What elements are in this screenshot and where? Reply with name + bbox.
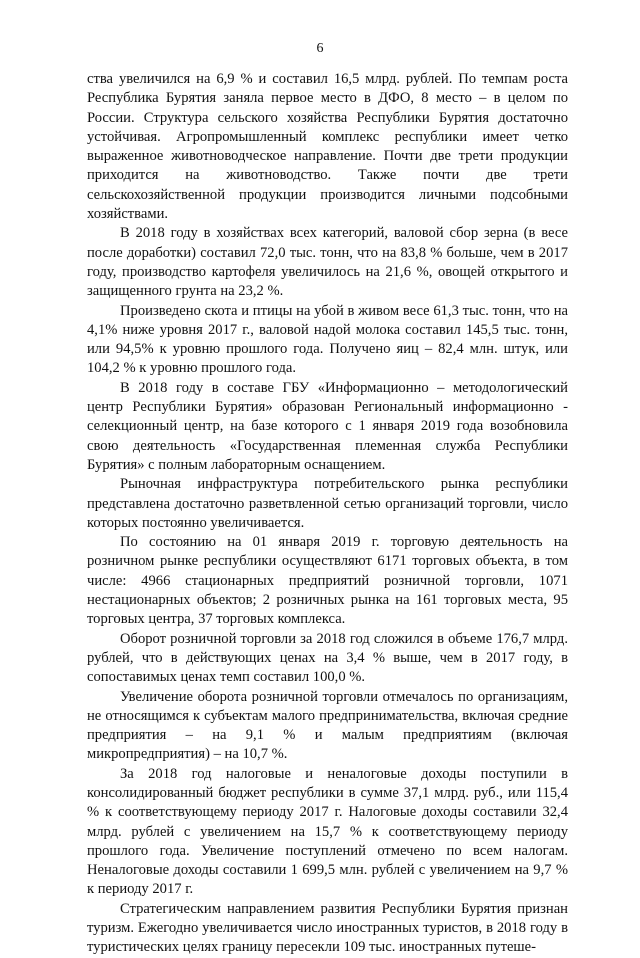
paragraph-budget-revenue: За 2018 год налоговые и неналоговые доходы поступили в консолидированный бюджет республики в сумме 37,1 млрд. руб., или 115,4 % к соответствующему периоду 2017 г. Налоговые доходы составили 32,4 млрд. рублей с увеличением на 15,7 % к соответствующему периоду прошлого года. Увеличение поступлений отмечено по всем налогам. Неналоговые доходы составили 1 699,5 млн. рублей с увеличением на 9,7 % к периоду 2017 г. (87, 765, 568, 898)
paragraph-agriculture-structure: ства увеличился на 6,9 % и составил 16,5 млрд. рублей. По темпам роста Республика Бурятия заняла первое место в ДФО, 8 место – в целом по России. Структура сельского хозяйства Республики Бурятия достаточно устойчивая. Агропромышленный комплекс республики имеет четко выраженное животноводческое направление. Почти две трети продукции приходится на животноводство. Также почти две трети сельскохозяйственной продукции производится личными подсобными хозяйствами. (87, 71, 568, 223)
paragraph-turnover-growth: Увеличение оборота розничной торговли отмечалось по организациям, не относящимся к субъектам малого предпринимательства, включая средние предприятия – на 9,1 % и малым предприятиям (включая микропредприятия) – на 10,7 %. (87, 688, 568, 763)
page-number: 6 (316, 41, 324, 56)
document-body (87, 70, 568, 958)
paragraph-livestock-production: Произведено скота и птицы на убой в живом весе 61,3 тыс. тонн, что на 4,1% ниже уровня 2017 г., валовой надой молока составил 145,5 тыс. тонн, или 94,5% к уровню прошлого года. Получено яиц – 82,4 млн. штук, или 104,2 % к уровню прошлого года. (87, 302, 568, 377)
paragraph-retail-turnover: Оборот розничной торговли за 2018 год сложился в объеме 176,7 млрд. рублей, что в действующих ценах на 3,4 % выше, чем в 2017 году, в сопоставимых ценах темп составил 100,0 %. (87, 630, 568, 686)
paragraph-trade-objects: По состоянию на 01 января 2019 г. торговую деятельность на розничном рынке республики осуществляют 6171 торговых объекта, в том числе: 4966 стационарных предприятий розничной торговли, 1071 нестационарных объектов; 2 розничных рынка на 161 торговых места, 95 торговых центра, 37 торговых комплекса. (87, 534, 568, 628)
paragraph-market-infrastructure: Рыночная инфраструктура потребительского рынка республики представлена достаточно разветвленной сетью организаций торговли, число которых постоянно увеличивается. (87, 476, 568, 531)
paragraph-grain-harvest: В 2018 году в хозяйствах всех категорий, валовой сбор зерна (в весе после доработки) составил 72,0 тыс. тонн, что на 83,8 % больше, чем в 2017 году, производство картофеля увеличилось на 21,6 %, овощей открытого и защищенного грунта на 23,2 %. (87, 225, 568, 300)
paragraph-breeding-center: В 2018 году в составе ГБУ «Информационно – методологический центр Республики Бурятия» образован Региональный информационно - селекционный центр, на базе которого с 1 января 2019 года возобновила свою деятельность «Государственная племенная служба Республики Бурятия» с полным лабораторным оснащением. (87, 379, 568, 473)
paragraph-tourism: Стратегическим направлением развития Республики Бурятия признан туризм. Ежегодно увеличивается число иностранных туристов, в 2018 году в туристических целях границу пересекли 109 тыс. иностранных путеше- (87, 900, 568, 956)
